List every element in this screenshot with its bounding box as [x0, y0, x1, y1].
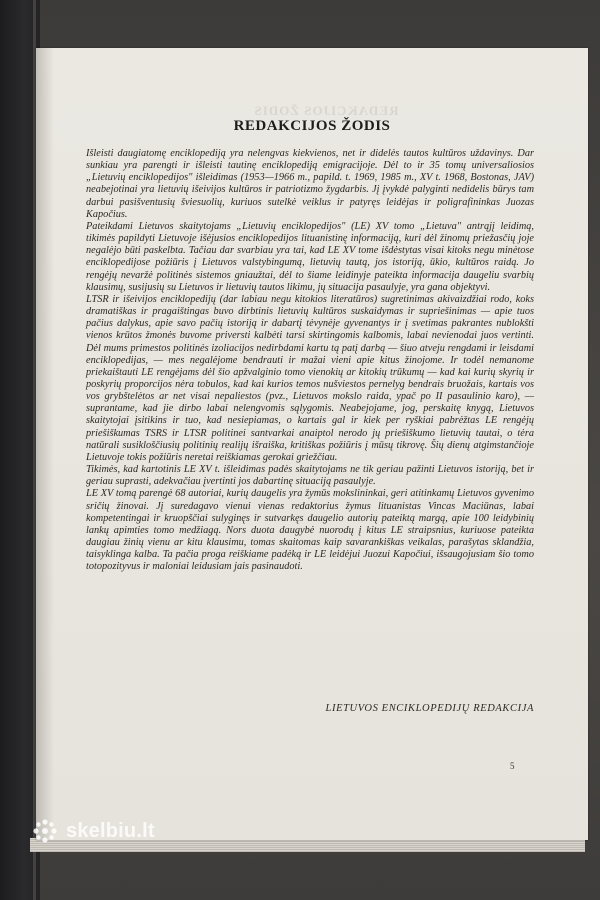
paragraph-4: Tikimės, kad kartotinis LE XV t. išleidimas padės skaitytojams ne tik geriau pažinti Lietuvos istoriją, bet ir geriau suprasti, adekvačiau įvertinti jos dabartinę situaciją pasaulyje. [86, 464, 534, 488]
page-number: 5 [510, 761, 515, 771]
body-text [86, 148, 534, 573]
paragraph-2: Pateikdami Lietuvos skaitytojams „Lietuvių enciklopedijos" (LE) XV tomo „Lietuva" antrąjį leidimą, tikimės papildyti Lietuvoje išėjusios enciklopedijos lituanistinę informaciją, kuri dėl žinomų priežasčių joje negalėjo būti paskelbta. Tačiau dar svarbiau yra tai, kad LE XV tome išdėstytas visai kitoks negu minėtose enciklopedijose požiūris į Lietuvos valstybingumą, lietuvių tautą, jos istoriją, ūkio, kultūros raidą. Jo rengėjų nevaržė politinės sistemos gniaužtai, dėl to šiame leidinyje pateikta informacija daugeliu svarbių klausimų, susijusių su Lietuvos ir lietuvių tautos likimu, jų situacija pasaulyje, yra gana objektyvi. [86, 220, 534, 293]
watermark [30, 816, 155, 846]
book-cover-edge [0, 0, 40, 900]
page-title: REDAKCIJOS ŽODIS [233, 118, 391, 134]
paragraph-1: Išleisti daugiatomę enciklopediją yra nelengvas kiekvienos, net ir didelės tautos kultūros uždavinys. Dar sunkiau yra parengti ir išleisti tautinę enciklopediją emigracijoje. Dėl to ir 35 tomų universaliosios „Lietuvių enciklopedijos" išleidimas (1953—1966 m., papild. t. 1969, 1985 m., XV t. 1968, Bostonas, JAV) neabejotinai yra lietuvių išeivijos kultūros ir patriotizmo žygdarbis. Jį įvykdė palyginti nedidelis būrys tam darbui pasišventusių šviesuolių, kuriuos sutelkė veiklus ir patyręs leidėjas ir poligrafininkas Juozas Kapočius. [86, 148, 534, 220]
signature: LIETUVOS ENCIKLOPEDIJŲ REDAKCIJA [325, 703, 534, 714]
bleed-through-title: REDAKCIJOS ŽODIS [253, 103, 399, 118]
book-page [36, 48, 588, 840]
watermark-text: skelbiu.lt [66, 819, 155, 842]
paragraph-3: LTSR ir išeivijos enciklopedijų (dar labiau negu kitokios literatūros) sugretinimas akivaizdžiai rodo, koks dramatiškas ir pragaištingas buvo dirbtinis lietuvių kultūros suskaidymas ir supriešinimas — apie tuos pačius dalykus, apie savo pačių istoriją ir dabartį tėvynėje gyvenantys ir į svetimas pakrantes nublokšti vienos krūtos žmonės buvome priversti kalbėti tarsi skirtingomis kalbomis, labai nevienodai juos vertinti. Dėl mums primestos politinės izoliacijos nedirbdami kartu tą patį darbą — šiuo atveju rengdami ir leisdami enciklopedijas, — mes negalėjome bendrauti ir mažai vieni apie kitus žinojome. Ir todėl nemanome priekaištauti LE rengėjams dėl šio apžvalginio tomo vienokių ar kitokių trūkumų — kad kai kurių skyrių ir poskyrių proporcijos nėra tobulos, kad kai kurios temos nušviestos pernelyg bendrais bruožais, kartais vos vos grybštelėtos ar net visai nepaliestos (pvz., Lietuvos mokslo raida, ypač po II pasaulinio karo), — suprantame, kad jie dirbo labai nelengvomis sąlygomis. Neabejojame, jog, perskaitę knygą, Lietuvos skaitytojai įsitikins ir tuo, kad nesiepiamas, o kartais gal ir kiek per ryškiai pabrėžtas LE rengėjų priešiškumas TSRS ir LTSR politinei santvarkai anaiptol nerodo jų priešiškumo lietuvių tautai, o tėra natūrali susikloščiusių politinių realijų išraiška, kritiškas požiūris į mūsų tikrovę. Šių dienų atgimstančioje Lietuvoje tokis požiūris neretai reiškiamas gerokai griežčiau. [86, 293, 534, 463]
flower-dots-icon [30, 816, 60, 846]
paragraph-5: LE XV tomą parengė 68 autoriai, kurių daugelis yra žymūs mokslininkai, geri atitinkamų Lietuvos gyvenimo sričių žinovai. Jį suredagavo vienui vienas redaktorius žymus lituanistas Vincas Maciūnas, labai kompetentingai ir kruopščiai sulyginęs ir sutvarkęs daugelio autorių pateiktą margą, apie 100 leidybinių lankų apimties tomo medžiagą. Nors duota daugybė nuorodų į kitus LE straipsnius, kuriuose pateikta daugiau žinių vienu ar kitu klausimu, tomas skaitomas kaip savarankiškas veikalas, parašytas sklandžia, taisyklinga kalba. Ta pačia proga reiškiame padėką ir LE leidėjui Juozui Kapočiui, išsaugojusiam šio tomo totopozityvus ir maloniai leidusiam jais pasinaudoti. [86, 488, 534, 573]
